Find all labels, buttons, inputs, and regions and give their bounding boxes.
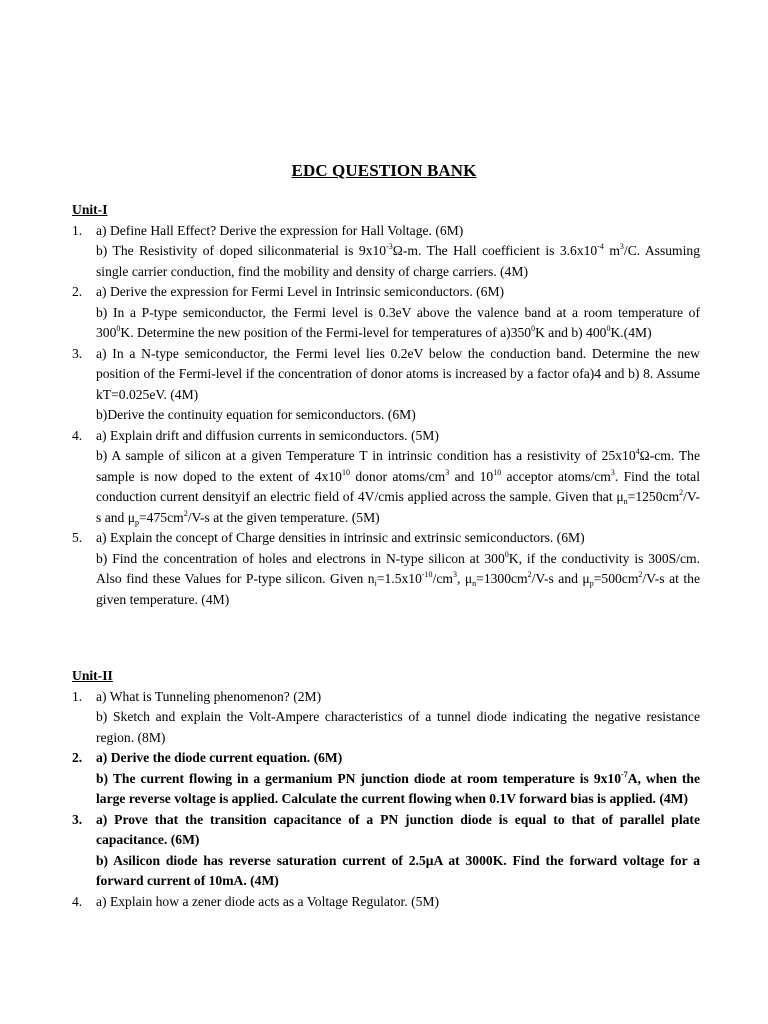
superscript: 3 xyxy=(619,242,624,251)
text-run: /V-s and μ xyxy=(531,571,590,586)
text-run: a) Explain drift and diffusion currents in semiconductors. (5M) xyxy=(96,427,439,443)
question-list xyxy=(72,221,700,611)
text-run: a) Define Hall Effect? Derive the expression for Hall Voltage. (6M) xyxy=(96,222,464,238)
question-number: 3. xyxy=(72,345,83,361)
page-title: EDC QUESTION BANK xyxy=(291,161,477,180)
text-run: b) Asilicon diode has reverse saturation current of 2.5μA at 3000K. Find the forward voltage for a forward current of 10mA. (4M) xyxy=(96,852,700,888)
question-part xyxy=(96,549,700,611)
unit-heading: Unit-I xyxy=(72,202,108,217)
text-run: a) In a N-type semiconductor, the Fermi level lies 0.2eV below the conduction band. Determine the new position of the Fermi-level if the concentration of donor atoms is increased by a factor ofa)4 and b) 8. Assume kT=0.025eV. (4M) xyxy=(96,345,700,402)
question-part xyxy=(96,241,700,282)
superscript: 0 xyxy=(606,324,611,333)
question-body xyxy=(96,528,700,610)
text-run: =500cm xyxy=(593,571,639,586)
text-run: Ω-m. The Hall coefficient is 3.6x10 xyxy=(392,243,598,258)
question-item xyxy=(72,748,700,810)
superscript: -3 xyxy=(386,242,393,251)
question-part xyxy=(96,282,700,303)
question-number: 5. xyxy=(72,530,83,545)
superscript: 3 xyxy=(452,570,457,579)
text-run: K.(4M) xyxy=(610,325,652,340)
text-run: =475cm xyxy=(139,509,184,525)
text-run: m xyxy=(603,243,620,258)
subscript: n xyxy=(623,497,628,506)
superscript: 2 xyxy=(527,570,532,579)
question-part xyxy=(96,748,700,769)
text-run: b) In a P-type semiconductor, the Fermi level is 0.3eV above the valence band at a room temperature of 300 xyxy=(96,304,700,340)
question-item xyxy=(72,426,700,529)
superscript: 10 xyxy=(493,467,502,477)
text-run: and 10 xyxy=(449,468,494,484)
question-part xyxy=(96,344,700,406)
question-item xyxy=(72,892,700,913)
question-body xyxy=(96,687,700,749)
superscript: -10 xyxy=(421,570,433,579)
text-run: . Find the total conduction current densityif an electric field of 4V/cmis applied across the sample. Given that μ xyxy=(96,468,700,504)
question-part xyxy=(96,303,700,344)
text-run: b) Find the concentration of holes and electrons in N-type silicon at 300 xyxy=(96,550,505,566)
question-body xyxy=(96,426,700,529)
text-run: /cm xyxy=(432,571,453,586)
question-part xyxy=(96,426,700,447)
question-part xyxy=(96,892,700,913)
text-run: a) Derive the expression for Fermi Level in Intrinsic semiconductors. (6M) xyxy=(96,284,505,299)
question-number: 1. xyxy=(72,222,83,238)
text-run: a) Derive the diode current equation. (6M) xyxy=(96,750,343,765)
superscript: 2 xyxy=(679,488,684,497)
question-item xyxy=(72,687,700,749)
question-number: 4. xyxy=(72,427,83,443)
question-body xyxy=(96,344,700,426)
question-part xyxy=(96,851,700,892)
question-number: 3. xyxy=(72,811,83,827)
question-item xyxy=(72,810,700,892)
superscript: 4 xyxy=(635,447,640,456)
text-run: K. Determine the new position of the Fermi-level for temperatures of a)350 xyxy=(120,325,532,340)
text-run: K and b) 400 xyxy=(535,325,607,340)
text-run: /V-s and μ xyxy=(96,489,700,525)
superscript: -4 xyxy=(597,242,604,251)
question-part xyxy=(96,769,700,810)
question-part xyxy=(96,707,700,748)
text-run: a) What is Tunneling phenomenon? (2M) xyxy=(96,688,322,704)
question-part xyxy=(96,528,700,549)
unit-1-section xyxy=(72,200,700,610)
text-run: b) The current flowing in a germanium PN junction diode at room temperature is 9x10 xyxy=(96,770,622,786)
unit-heading: Unit-II xyxy=(72,668,113,683)
question-list xyxy=(72,687,700,913)
text-run: /C. Assuming single carrier conduction, find the mobility and density of charge carriers. (4M) xyxy=(96,243,700,279)
text-run: =1.5x10 xyxy=(376,571,422,586)
text-run: b) A sample of silicon at a given Temperature T in intrinsic condition has a resistivity of 25x10 xyxy=(96,448,636,463)
text-run: /V-s at the given temperature. (5M) xyxy=(187,509,380,525)
subscript: n xyxy=(472,579,477,588)
text-run: a) Explain how a zener diode acts as a Voltage Regulator. (5M) xyxy=(96,893,440,909)
text-run: b) Sketch and explain the Volt-Ampere characteristics of a tunnel diode indicating the negative resistance region. (8M) xyxy=(96,709,700,745)
question-item xyxy=(72,282,700,344)
question-number: 1. xyxy=(72,688,83,704)
text-run: donor atoms/cm xyxy=(349,468,446,484)
text-run: /V-s at the given temperature. (4M) xyxy=(96,571,701,607)
question-number: 4. xyxy=(72,893,83,909)
text-run: a) Prove that the transition capacitance of a PN junction diode is equal to that of parallel plate capacitance. (6M) xyxy=(96,811,700,847)
question-body xyxy=(96,892,700,913)
question-item xyxy=(72,221,700,283)
text-run: b) The Resistivity of doped siliconmaterial is 9x10 xyxy=(96,243,387,258)
text-run: K, if the conductivity is 300S/cm. Also find these Values for P-type silicon. Given n xyxy=(96,550,700,586)
question-part xyxy=(96,221,700,242)
text-run: A, when the large reverse voltage is applied. Calculate the current flowing when 0.1V forward bias is applied. (4M) xyxy=(96,770,700,806)
question-part xyxy=(96,687,700,708)
superscript: 0 xyxy=(116,324,121,333)
superscript: 3 xyxy=(445,467,450,477)
superscript: 10 xyxy=(341,467,350,477)
question-part xyxy=(96,405,700,426)
question-number: 2. xyxy=(72,284,83,299)
text-run: a) Explain the concept of Charge densities in intrinsic and extrinsic semiconductors. (6M) xyxy=(96,530,585,545)
question-part xyxy=(96,446,700,528)
text-run: =1300cm xyxy=(476,571,528,586)
superscript: 2 xyxy=(638,570,643,579)
superscript: -7 xyxy=(621,769,628,779)
text-run: acceptor atoms/cm xyxy=(501,468,611,484)
text-run: =1250cm xyxy=(627,489,680,504)
text-run: b)Derive the continuity equation for semiconductors. (6M) xyxy=(96,407,416,422)
question-body xyxy=(96,282,700,344)
question-body xyxy=(96,221,700,283)
superscript: 3 xyxy=(610,467,615,477)
superscript: 0 xyxy=(531,324,536,333)
question-number: 2. xyxy=(72,750,83,765)
subscript: p xyxy=(589,579,594,588)
subscript: i xyxy=(374,579,377,588)
question-item xyxy=(72,528,700,610)
superscript: 2 xyxy=(183,508,188,518)
question-item xyxy=(72,344,700,426)
superscript: 0 xyxy=(504,549,509,559)
question-body xyxy=(96,748,700,810)
question-body xyxy=(96,810,700,892)
text-run: , μ xyxy=(456,571,473,586)
subscript: p xyxy=(135,517,140,527)
text-run: Ω-cm. The sample is now doped to the extent of 4x10 xyxy=(96,448,701,484)
unit-2-section xyxy=(72,666,700,912)
question-part xyxy=(96,810,700,851)
